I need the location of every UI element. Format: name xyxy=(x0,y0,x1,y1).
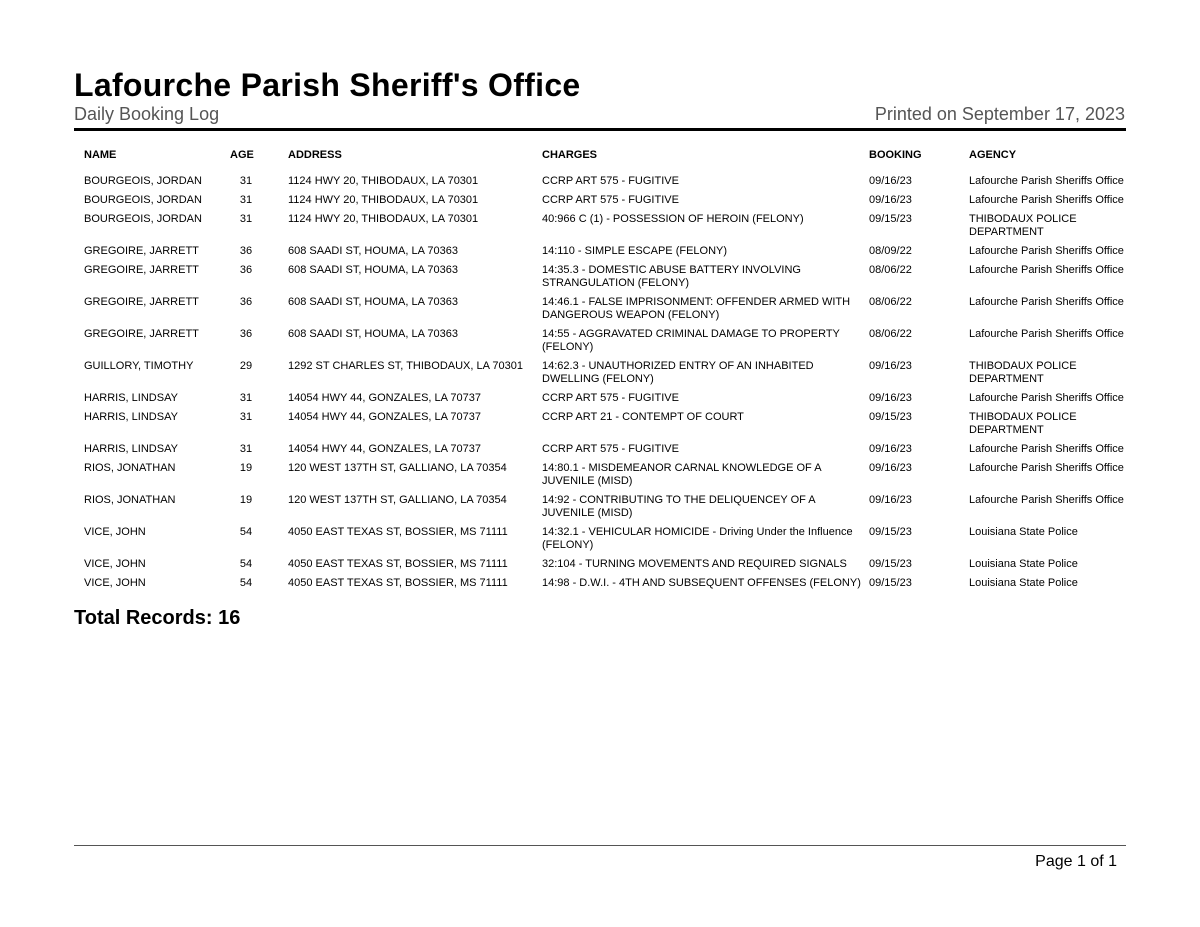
cell-name: GUILLORY, TIMOTHY xyxy=(84,360,194,372)
cell-address: 608 SAADI ST, HOUMA, LA 70363 xyxy=(288,296,458,308)
cell-charges: 14:92 - CONTRIBUTING TO THE DELIQUENCEY OF A JUVENILE (MISD) xyxy=(542,494,816,519)
column-header-charges: CHARGES xyxy=(542,149,598,161)
cell-age: 36 xyxy=(239,296,253,308)
table-row xyxy=(74,411,1126,443)
total-records: Total Records: 16 xyxy=(74,607,241,629)
cell-charges: CCRP ART 575 - FUGITIVE xyxy=(542,392,679,404)
column-header-name: NAME xyxy=(84,149,117,161)
page-title: Lafourche Parish Sheriff's Office xyxy=(74,67,581,103)
cell-agency: Lafourche Parish Sheriffs Office xyxy=(969,494,1124,506)
cell-age: 54 xyxy=(239,526,253,538)
cell-age: 31 xyxy=(239,443,253,455)
cell-age: 36 xyxy=(239,328,253,340)
cell-agency: Lafourche Parish Sheriffs Office xyxy=(969,328,1124,340)
table-row xyxy=(74,264,1126,296)
table-row xyxy=(74,296,1126,328)
cell-address: 120 WEST 137TH ST, GALLIANO, LA 70354 xyxy=(288,494,507,506)
cell-booking: 09/15/23 xyxy=(869,411,912,423)
cell-age: 31 xyxy=(239,392,253,404)
cell-address: 4050 EAST TEXAS ST, BOSSIER, MS 71111 xyxy=(288,526,508,538)
cell-booking: 09/16/23 xyxy=(869,175,912,187)
cell-booking: 09/15/23 xyxy=(869,577,912,589)
table-row xyxy=(74,526,1126,558)
cell-name: RIOS, JONATHAN xyxy=(84,462,176,474)
cell-agency: Lafourche Parish Sheriffs Office xyxy=(969,296,1124,308)
cell-charges: 14:98 - D.W.I. - 4TH AND SUBSEQUENT OFFENSES (FELONY) xyxy=(542,577,861,589)
cell-charges: 14:35.3 - DOMESTIC ABUSE BATTERY INVOLVING STRANGULATION (FELONY) xyxy=(542,264,801,289)
cell-charges: CCRP ART 575 - FUGITIVE xyxy=(542,175,679,187)
cell-age: 54 xyxy=(239,577,253,589)
cell-booking: 08/06/22 xyxy=(869,328,912,340)
cell-booking: 09/15/23 xyxy=(869,526,912,538)
cell-charges: 14:62.3 - UNAUTHORIZED ENTRY OF AN INHABITED DWELLING (FELONY) xyxy=(542,360,814,385)
cell-booking: 09/15/23 xyxy=(869,213,912,225)
cell-booking: 09/16/23 xyxy=(869,392,912,404)
cell-age: 31 xyxy=(239,194,253,206)
cell-agency: Lafourche Parish Sheriffs Office xyxy=(969,392,1124,404)
printed-date: Printed on September 17, 2023 xyxy=(874,104,1125,124)
booking-log-table xyxy=(74,146,1126,596)
column-header-agency: AGENCY xyxy=(969,149,1017,161)
cell-address: 1124 HWY 20, THIBODAUX, LA 70301 xyxy=(288,213,479,225)
cell-name: VICE, JOHN xyxy=(84,558,146,570)
cell-address: 1124 HWY 20, THIBODAUX, LA 70301 xyxy=(288,175,479,187)
cell-name: VICE, JOHN xyxy=(84,526,146,538)
cell-agency: Louisiana State Police xyxy=(969,558,1078,570)
cell-charges: 40:966 C (1) - POSSESSION OF HEROIN (FELONY) xyxy=(542,213,804,225)
table-row xyxy=(74,194,1126,213)
cell-charges: CCRP ART 575 - FUGITIVE xyxy=(542,194,679,206)
cell-booking: 08/06/22 xyxy=(869,296,912,308)
cell-booking: 08/09/22 xyxy=(869,245,912,257)
cell-agency: Lafourche Parish Sheriffs Office xyxy=(969,194,1124,206)
table-row xyxy=(74,245,1126,264)
table-row xyxy=(74,328,1126,360)
cell-address: 1292 ST CHARLES ST, THIBODAUX, LA 70301 xyxy=(288,360,523,372)
table-row xyxy=(74,360,1126,392)
cell-address: 14054 HWY 44, GONZALES, LA 70737 xyxy=(288,392,482,404)
cell-booking: 09/16/23 xyxy=(869,462,912,474)
cell-address: 14054 HWY 44, GONZALES, LA 70737 xyxy=(288,411,482,423)
cell-charges: 32:104 - TURNING MOVEMENTS AND REQUIRED SIGNALS xyxy=(542,558,847,570)
cell-name: VICE, JOHN xyxy=(84,577,146,589)
cell-name: RIOS, JONATHAN xyxy=(84,494,176,506)
table-row xyxy=(74,462,1126,494)
cell-age: 19 xyxy=(239,462,253,474)
header-divider xyxy=(74,128,1126,131)
cell-address: 608 SAADI ST, HOUMA, LA 70363 xyxy=(288,264,458,276)
column-header-booking: BOOKING xyxy=(869,149,922,161)
table-row xyxy=(74,577,1126,596)
cell-name: GREGOIRE, JARRETT xyxy=(84,264,199,276)
table-row xyxy=(74,392,1126,411)
cell-agency: Lafourche Parish Sheriffs Office xyxy=(969,264,1124,276)
table-row xyxy=(74,213,1126,245)
cell-address: 14054 HWY 44, GONZALES, LA 70737 xyxy=(288,443,482,455)
cell-age: 29 xyxy=(239,360,253,372)
cell-name: GREGOIRE, JARRETT xyxy=(84,328,199,340)
cell-age: 31 xyxy=(239,175,253,187)
table-row xyxy=(74,443,1126,462)
cell-address: 4050 EAST TEXAS ST, BOSSIER, MS 71111 xyxy=(288,577,508,589)
page-number: Page 1 of 1 xyxy=(1035,853,1117,870)
cell-name: BOURGEOIS, JORDAN xyxy=(84,213,202,225)
cell-agency: Lafourche Parish Sheriffs Office xyxy=(969,245,1124,257)
cell-booking: 09/16/23 xyxy=(869,443,912,455)
cell-agency: Louisiana State Police xyxy=(969,577,1078,589)
table-header-row xyxy=(74,146,1126,175)
cell-name: HARRIS, LINDSAY xyxy=(84,392,178,404)
cell-charges: 14:110 - SIMPLE ESCAPE (FELONY) xyxy=(542,245,728,257)
cell-name: HARRIS, LINDSAY xyxy=(84,411,178,423)
report-subtitle: Daily Booking Log xyxy=(74,104,220,124)
cell-address: 1124 HWY 20, THIBODAUX, LA 70301 xyxy=(288,194,479,206)
table-row xyxy=(74,558,1126,577)
cell-booking: 08/06/22 xyxy=(869,264,912,276)
cell-agency: THIBODAUX POLICE DEPARTMENT xyxy=(969,411,1077,436)
cell-agency: Louisiana State Police xyxy=(969,526,1078,538)
cell-name: BOURGEOIS, JORDAN xyxy=(84,194,202,206)
footer-divider xyxy=(74,845,1126,846)
cell-address: 608 SAADI ST, HOUMA, LA 70363 xyxy=(288,245,458,257)
cell-address: 608 SAADI ST, HOUMA, LA 70363 xyxy=(288,328,458,340)
cell-agency: Lafourche Parish Sheriffs Office xyxy=(969,462,1124,474)
column-header-age: AGE xyxy=(230,149,254,161)
cell-name: GREGOIRE, JARRETT xyxy=(84,245,199,257)
cell-agency: THIBODAUX POLICE DEPARTMENT xyxy=(969,213,1077,238)
table-row xyxy=(74,494,1126,526)
cell-charges: 14:46.1 - FALSE IMPRISONMENT: OFFENDER ARMED WITH DANGEROUS WEAPON (FELONY) xyxy=(542,296,851,321)
cell-booking: 09/16/23 xyxy=(869,360,912,372)
cell-age: 31 xyxy=(239,213,253,225)
cell-age: 36 xyxy=(239,245,253,257)
cell-agency: Lafourche Parish Sheriffs Office xyxy=(969,175,1124,187)
cell-charges: 14:32.1 - VEHICULAR HOMICIDE - Driving Under the Influence (FELONY) xyxy=(542,526,853,551)
cell-name: GREGOIRE, JARRETT xyxy=(84,296,199,308)
cell-agency: THIBODAUX POLICE DEPARTMENT xyxy=(969,360,1077,385)
cell-charges: 14:80.1 - MISDEMEANOR CARNAL KNOWLEDGE OF A JUVENILE (MISD) xyxy=(542,462,821,487)
table-row xyxy=(74,175,1126,194)
column-header-address: ADDRESS xyxy=(288,149,342,161)
cell-name: HARRIS, LINDSAY xyxy=(84,443,178,455)
cell-address: 4050 EAST TEXAS ST, BOSSIER, MS 71111 xyxy=(288,558,508,570)
cell-agency: Lafourche Parish Sheriffs Office xyxy=(969,443,1124,455)
cell-age: 19 xyxy=(239,494,253,506)
cell-charges: CCRP ART 21 - CONTEMPT OF COURT xyxy=(542,411,744,423)
cell-charges: CCRP ART 575 - FUGITIVE xyxy=(542,443,679,455)
cell-address: 120 WEST 137TH ST, GALLIANO, LA 70354 xyxy=(288,462,507,474)
cell-booking: 09/15/23 xyxy=(869,558,912,570)
cell-age: 31 xyxy=(239,411,253,423)
cell-charges: 14:55 - AGGRAVATED CRIMINAL DAMAGE TO PROPERTY (FELONY) xyxy=(542,328,840,353)
cell-age: 36 xyxy=(239,264,253,276)
cell-booking: 09/16/23 xyxy=(869,194,912,206)
cell-age: 54 xyxy=(239,558,253,570)
cell-name: BOURGEOIS, JORDAN xyxy=(84,175,202,187)
cell-booking: 09/16/23 xyxy=(869,494,912,506)
